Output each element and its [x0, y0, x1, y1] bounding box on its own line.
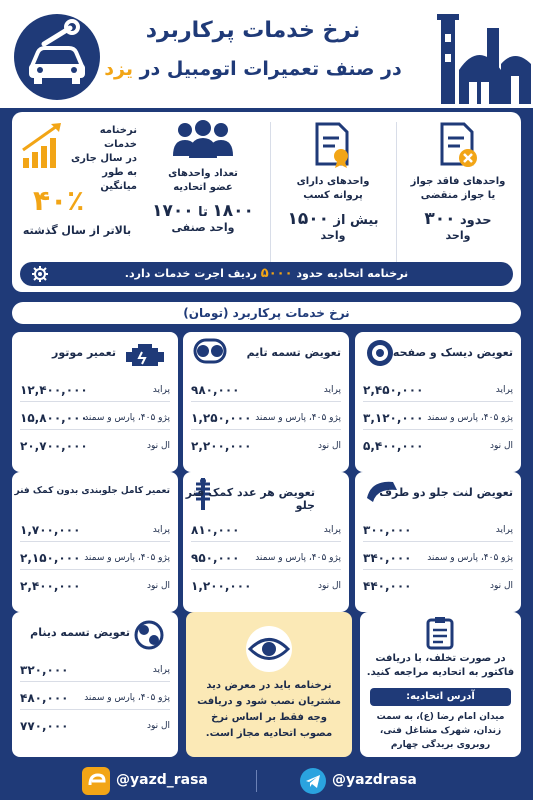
price-row: [20, 518, 170, 542]
row-label: پژو ۴۰۵، پارس و سمند: [255, 413, 341, 423]
price-row: [191, 546, 341, 570]
subtitle-prefix: در صنف تعمیرات اتومبیل در: [139, 58, 402, 80]
stat-members: [143, 120, 263, 260]
row-price: ۳۲۰,۰۰۰: [20, 663, 69, 677]
price-row: [363, 434, 513, 458]
price-row: [363, 378, 513, 402]
alternator-belt-icon: [134, 620, 164, 654]
notice-card: [186, 612, 352, 757]
card-title: تعویض دیسک و صفحه: [392, 346, 513, 359]
price-row: [20, 686, 170, 710]
price-row: [20, 714, 170, 738]
rasa-logo-icon[interactable]: [82, 767, 110, 799]
page-subtitle: [93, 58, 413, 80]
card-title: تعمیر کامل جلوبندی بدون کمک فنر: [14, 486, 170, 496]
price-row: [20, 406, 170, 430]
row-price: ۳۴۰,۰۰۰: [363, 551, 412, 565]
stat-value: [403, 209, 513, 229]
stat-number: ۳۰۰: [424, 209, 456, 229]
row-label: پراید: [495, 525, 513, 535]
row-label: پراید: [152, 385, 170, 395]
note-value: ۵۰۰۰: [260, 266, 293, 281]
row-label: پژو ۴۰۵، پارس و سمند: [427, 413, 513, 423]
footer: [0, 762, 533, 800]
notice-text: نرخنامه باید در معرض دید مشتریان نصب شود و دریافت وجه فقط بر اساس نرخ مصوب اتحادیه مجاز است.: [197, 680, 341, 739]
row-label: ال نود: [317, 441, 341, 451]
price-row: [20, 574, 170, 598]
row-label: ال نود: [146, 721, 170, 731]
complaint-text: در صورت تخلف، با دریافت فاکتور به اتحادیه مراجعه کنید.: [366, 653, 515, 678]
row-label: پژو ۴۰۵، پارس و سمند: [255, 553, 341, 563]
row-label: ال نود: [317, 581, 341, 591]
row-price: ۹۸۰,۰۰۰: [191, 383, 240, 397]
stat-label: تعداد واحدهای عضو اتحادیه: [168, 168, 238, 193]
stats-panel: [12, 112, 521, 292]
row-price: ۳۰۰,۰۰۰: [363, 523, 412, 537]
card-title: تعویض هر عدد کمک فنر جلو: [185, 486, 315, 512]
row-label: ال نود: [146, 441, 170, 451]
row-price: ۸۱۰,۰۰۰: [191, 523, 240, 537]
stat-label: واحدهای فاقد جواز یا جواز منقضی: [410, 176, 506, 201]
price-row: [20, 434, 170, 458]
section-title: نرخ خدمات پرکاربرد (تومان): [12, 302, 521, 324]
header: [0, 0, 533, 108]
row-price: ۳,۱۲۰,۰۰۰: [363, 411, 424, 425]
mosque-minaret-icon: [415, 10, 533, 106]
stat-number: ۱۵۰۰: [287, 209, 329, 229]
document-badge-icon: [277, 120, 389, 171]
row-price: ۲,۴۵۰,۰۰۰: [363, 383, 424, 397]
row-price: ۱,۲۵۰,۰۰۰: [191, 411, 252, 425]
stat-unit: واحد صنفی: [171, 221, 235, 234]
row-price: ۱,۲۰۰,۰۰۰: [191, 579, 252, 593]
row-label: پراید: [152, 665, 170, 675]
service-card-shock-absorber: [183, 472, 349, 612]
footer-handle-right[interactable]: @yazdrasa: [332, 772, 417, 788]
price-row: [363, 574, 513, 598]
gear-icon: [32, 266, 48, 291]
stat-unit: واحد: [445, 229, 471, 242]
row-label: پژو ۴۰۵، پارس و سمند: [427, 553, 513, 563]
row-price: ۲۰,۷۰۰,۰۰۰: [20, 439, 88, 453]
stat-mid: تا: [198, 205, 208, 220]
price-row: [191, 434, 341, 458]
price-row: [363, 546, 513, 570]
price-row: [363, 406, 513, 430]
price-row: [191, 378, 341, 402]
clipboard-icon: [426, 616, 454, 654]
stat-number: ۱۸۰۰: [212, 201, 254, 221]
telegram-icon[interactable]: [300, 768, 326, 798]
stat-label: نرخنامه خدمات در سال جاری به طور میانگین: [70, 125, 137, 192]
price-row: [191, 518, 341, 542]
stat-prefix: حدود: [460, 213, 492, 228]
row-label: پژو ۴۰۵، پارس و سمند: [84, 693, 170, 703]
row-price: ۵,۴۰۰,۰۰۰: [363, 439, 424, 453]
card-title: تعمیر موتور: [52, 346, 116, 359]
row-label: پژو ۴۰۵، پارس و سمند: [84, 553, 170, 563]
stat-number-2: ۱۷۰۰: [152, 201, 194, 221]
row-label: ال نود: [489, 581, 513, 591]
complaint-card: [360, 612, 521, 757]
eye-icon: [244, 624, 294, 678]
row-price: ۴۴۰,۰۰۰: [363, 579, 412, 593]
page-title: نرخ خدمات پرکاربرد: [145, 18, 361, 43]
people-group-icon: [143, 120, 263, 163]
card-title: تعویض تسمه دینام: [30, 626, 130, 639]
stat-unit: واحد: [320, 229, 346, 242]
card-title: تعویض لنت جلو دو طرف: [379, 486, 513, 499]
row-label: پراید: [152, 525, 170, 535]
stat-value: [143, 201, 263, 221]
stat-licensed: [277, 120, 389, 260]
service-card-brake-pads: [355, 472, 521, 612]
stat-increase: [17, 120, 137, 260]
engine-icon: [124, 342, 166, 374]
row-price: ۴۸۰,۰۰۰: [20, 691, 69, 705]
price-row: [363, 518, 513, 542]
address-text: میدان امام رضا (ع)، به سمت زندان، شهرک مشاغل فنی، روبروی بریدگی چهارم: [376, 712, 505, 750]
price-row: [20, 546, 170, 570]
divider: [270, 122, 271, 262]
stat-prefix: بیش از: [333, 213, 379, 228]
note-bar: [20, 262, 513, 286]
car-wrench-icon: [14, 14, 100, 100]
service-card-front-suspension: [12, 472, 178, 612]
row-price: ۱۲,۴۰۰,۰۰۰: [20, 383, 88, 397]
row-price: ۹۵۰,۰۰۰: [191, 551, 240, 565]
row-label: پراید: [495, 385, 513, 395]
row-price: ۲,۱۵۰,۰۰۰: [20, 551, 81, 565]
timing-belt-icon: [193, 338, 227, 368]
growth-chart-icon: [21, 120, 65, 173]
subtitle-city: یزد: [104, 58, 133, 80]
service-card-timing-belt: [183, 332, 349, 472]
footer-handle-left[interactable]: @yazd_rasa: [116, 772, 208, 788]
card-title: تعویض تسمه تایم: [246, 346, 341, 359]
footer-divider: [256, 770, 257, 792]
row-price: ۱,۷۰۰,۰۰۰: [20, 523, 81, 537]
row-label: پژو ۴۰۵، پارس و سمند: [84, 413, 170, 423]
row-price: ۲,۲۰۰,۰۰۰: [191, 439, 252, 453]
clutch-disc-icon: [365, 338, 395, 372]
service-card-engine: [12, 332, 178, 472]
price-row: [20, 658, 170, 682]
service-card-alternator-belt: [12, 612, 178, 757]
row-price: ۱۵,۸۰۰,۰۰۰: [20, 411, 88, 425]
price-row: [191, 574, 341, 598]
service-card-clutch: [355, 332, 521, 472]
stat-footer: بالاتر از سال گذشته: [22, 224, 132, 237]
row-label: ال نود: [489, 441, 513, 451]
document-x-icon: [403, 120, 513, 171]
stat-label: واحدهای دارای پروانه کسب: [296, 176, 370, 201]
note-prefix: نرخنامه اتحادیه حدود: [296, 267, 409, 280]
divider: [396, 122, 397, 262]
price-row: [191, 406, 341, 430]
row-label: پراید: [323, 525, 341, 535]
address-title: آدرس اتحادیه:: [370, 688, 511, 706]
row-label: ال نود: [146, 581, 170, 591]
price-row: [20, 378, 170, 402]
stat-unlicensed: [403, 120, 513, 260]
stat-percent: ۴۰٪: [33, 184, 85, 217]
stat-value: [277, 209, 389, 229]
note-suffix: ردیف اجرت خدمات دارد.: [124, 267, 257, 280]
row-price: ۷۷۰,۰۰۰: [20, 719, 69, 733]
row-label: پراید: [323, 385, 341, 395]
row-price: ۲,۴۰۰,۰۰۰: [20, 579, 81, 593]
